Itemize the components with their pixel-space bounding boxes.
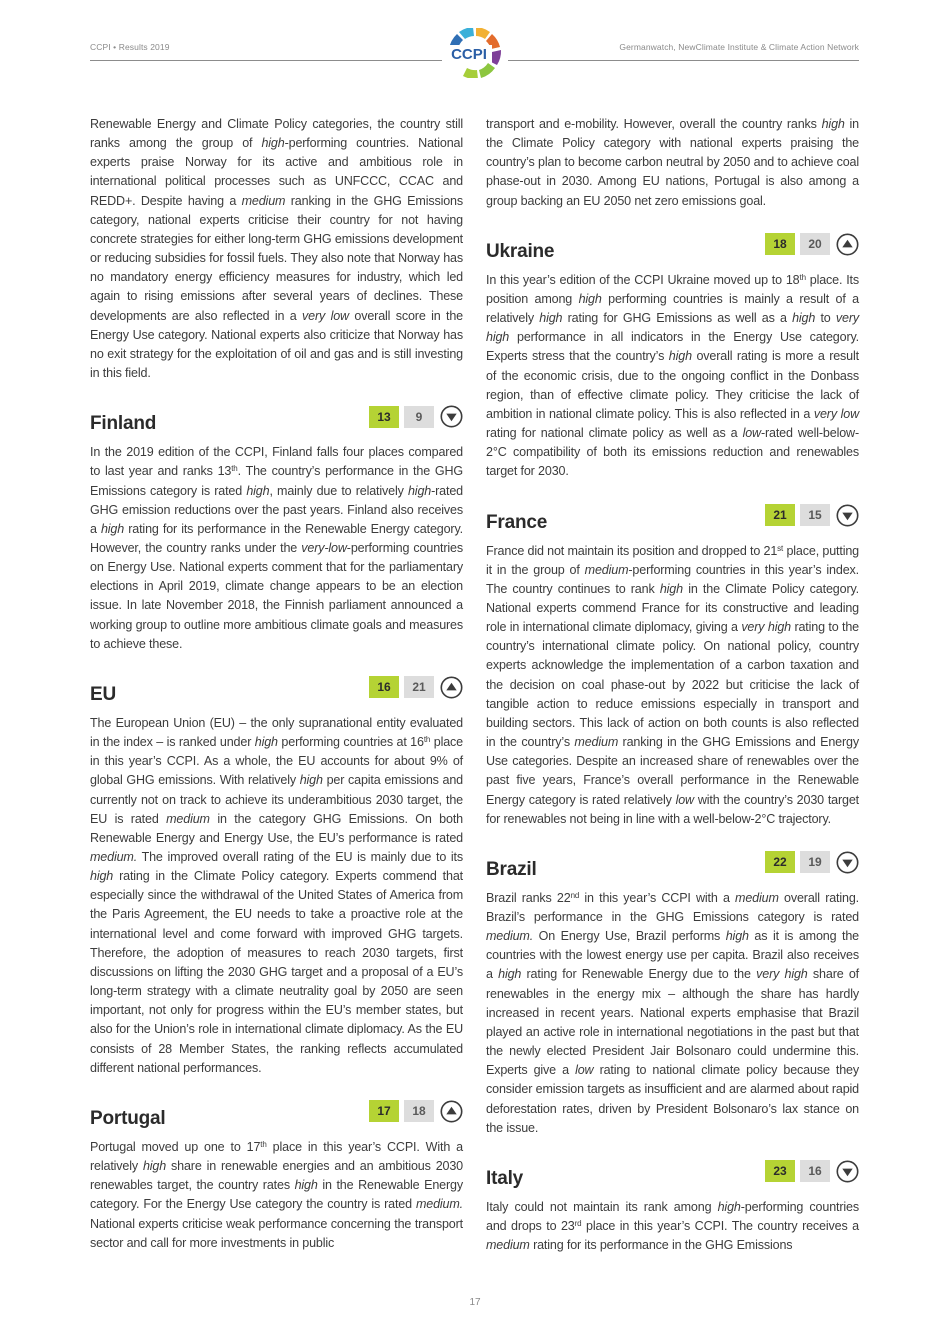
running-header-left: CCPI • Results 2019	[90, 42, 170, 52]
previous-rank-badge: 19	[800, 851, 830, 873]
previous-rank-badge: 20	[800, 233, 830, 255]
right-intro-paragraph: transport and e-mobility. However, overall the country ranks high in the Climate Policy category with national experts praising the country’s plan to become carbon neutral by 2050 and to achieve coal phase-out in 2030. Among EU nations, Portugal is also among a group backing an EU 2050 net zero emissions goal.	[486, 117, 859, 208]
section-portugal	[90, 1100, 463, 1253]
trend-down-icon	[836, 504, 859, 527]
ccpi-logo	[440, 28, 510, 78]
section-title: Ukraine	[486, 240, 555, 262]
left-intro-paragraph: Renewable Energy and Climate Policy categories, the country still ranks among the group of high-performing countries. National experts praise Norway for its active and ambitious role in international political processes such as UNFCCC, CCAC and REDD+. Despite having a medium ranking in the GHG Emissions category, national experts criticise their country for not having concrete strategies for either long-term GHG emissions development or reducing subsidies for fossil fuels. They also note that Norway has no mandatory energy efficiency measures for industry, which led again to rising emissions after several years of declines. These developments are also reflected in a very low overall score in the Energy Use category. National experts also criticize that Norway has no exit strategy for the exploitation of oil and gas and is still investing in this field.	[90, 117, 463, 381]
current-rank-badge: 13	[369, 406, 399, 428]
logo-text: CCPI	[451, 46, 487, 63]
section-body: France did not maintain its position and dropped to 21st place, putting it in the group of medium-performing countries in this year’s index. The country continues to rank high in the Climate Policy category. National experts commend France for its constructive and leading role in international climate diplomacy, giving a very high rating to the country’s international climate policy. On national policy, country experts acknowledge the implementation of a carbon taxation and the decision on coal phase-out by 2022 but criticise the lack of tangible action to reduce emissions especially in transport and building sectors. This lack of action on both counts is also reflected in the country’s medium ranking in the GHG Emissions and Energy Use categories. Despite an increased share of renewables over the past five years, France’s overall performance in the Renewable Energy category is rated relatively low with the country’s 2030 target for renewables not being in line with a well-below-2°C trajectory.	[486, 543, 860, 826]
section-title: Brazil	[486, 858, 537, 880]
section-body: In the 2019 edition of the CCPI, Finland falls four places compared to last year and ranks 13th. The country’s performance in the GHG Emissions category is rated high, mainly due to relatively high-rated GHG emission reductions over the past years. Finland also receives a high rating for its performance in the Renewable Energy category. However, the country ranks under the very-low-performing countries on Energy Use. National experts comment that for the parliamentary elections in April 2019, climate change appears to be an election issue. In late November 2018, the Finnish parliament announced a working group to outline more ambitious climate goals and measures to achieve these.	[90, 445, 463, 651]
section-title: France	[486, 511, 548, 533]
section-france	[486, 504, 859, 829]
current-rank-badge: 21	[765, 504, 795, 526]
current-rank-badge: 18	[765, 233, 795, 255]
previous-rank-badge: 16	[800, 1160, 830, 1182]
left-column	[90, 115, 463, 1253]
trend-down-icon	[440, 405, 463, 428]
current-rank-badge: 16	[369, 676, 399, 698]
section-body: The European Union (EU) – the only supranational entity evaluated in the index – is ranked under high performing countries at 16th place in this year’s CCPI. As a whole, the EU accounts for about 9% of global GHG emissions. With relatively high per capita emissions and currently not on track to achieve its underambitious 2030 target, the EU is rated medium in the category GHG Emissions. On both Renewable Energy and Energy Use, the EU’s performance is rated medium. The improved overall rating of the EU is mainly due to its high rating in the Climate Policy category. Experts commend that especially since the withdrawal of the United States of America from the Paris Agreement, the EU needs to take a proactive role at the international level and come forward with improved GHG targets. Therefore, the adoption of measures to reach 2030 targets, first discussions on lifting the 2030 GHG target and a proposal of a EU’s long-term strategy with a climate neutrality goal by 2050 are seen important, not only for progress within the EU’s member states, but also for the Union’s role in international climate diplomacy. As the EU consists of 28 Member States, the ranking reflects accumulated different national performances.	[90, 715, 464, 1075]
header-rule-right	[508, 60, 859, 61]
section-finland	[90, 405, 463, 654]
previous-rank-badge: 15	[800, 504, 830, 526]
previous-rank-badge: 18	[404, 1100, 434, 1122]
section-eu	[90, 676, 463, 1078]
current-rank-badge: 22	[765, 851, 795, 873]
section-title: Italy	[486, 1167, 524, 1189]
trend-up-icon	[440, 676, 463, 699]
section-body: Italy could not maintain its rank among high-performing countries and drops to 23rd place in this year’s CCPI. The country receives a medium rating for its performance in the GHG Emissions	[486, 1199, 859, 1253]
page-number: 17	[469, 1297, 481, 1308]
section-body: In this year’s edition of the CCPI Ukraine moved up to 18th place. Its position among high performing countries is mainly a result of a relatively high rating for GHG Emissions as well as a high to very high performance in all indicators in the Energy Use category. Experts stress that the country’s high overall rating is more a result of the economic crisis, due to the ongoing conflict in the Donbass region, than of effective climate policy. They criticise the lack of ambition in national climate policy. This is also reflected in a very low rating for national climate policy as well as a low-rated well-below-2°C compatibility of both its emissions reduction and renewables target for 2030.	[486, 272, 859, 479]
current-rank-badge: 23	[765, 1160, 795, 1182]
header-rule-left	[90, 60, 442, 61]
section-title: EU	[90, 683, 116, 705]
previous-rank-badge: 21	[404, 676, 434, 698]
section-body: Brazil ranks 22nd in this year’s CCPI with a medium overall rating. Brazil’s performance in the GHG Emissions category is rated medium. On Energy Use, Brazil performs high as it is among the countries with the lowest energy use per capita. Brazil also receives a high rating for Renewable Energy due to the very high share of renewables in the energy mix – although the share has hardly increased in recent years. National experts emphasise that Brazil played an active role in international negotiations in the past but that the newly elected President Jair Bolsonaro could undermine this. Experts give a low rating to national climate policy because they consider emission targets as insufficient and are alarmed about rapid deforestation rates, driven by President Bolsonaro’s lax stance on the issue.	[486, 890, 860, 1135]
section-ukraine	[486, 233, 859, 482]
section-title: Finland	[90, 413, 157, 435]
trend-down-icon	[836, 1160, 859, 1183]
trend-up-icon	[836, 233, 859, 256]
trend-down-icon	[836, 851, 859, 874]
right-column	[486, 115, 859, 1255]
previous-rank-badge: 9	[404, 406, 434, 428]
section-brazil	[486, 851, 859, 1138]
section-title: Portugal	[90, 1107, 166, 1129]
section-italy	[486, 1160, 859, 1255]
current-rank-badge: 17	[369, 1100, 399, 1122]
running-header-right: Germanwatch, NewClimate Institute & Climate Action Network	[619, 42, 859, 52]
trend-up-icon	[440, 1100, 463, 1123]
section-body: Portugal moved up one to 17th place in this year’s CCPI. With a relatively high share in renewable energies and an ambitious 2030 renewables target, the country rates high in the Renewable Energy category. For the Energy Use category the country is rated medium. National experts criticise weak performance concerning the transport sector and call for more investments in public	[90, 1139, 464, 1250]
